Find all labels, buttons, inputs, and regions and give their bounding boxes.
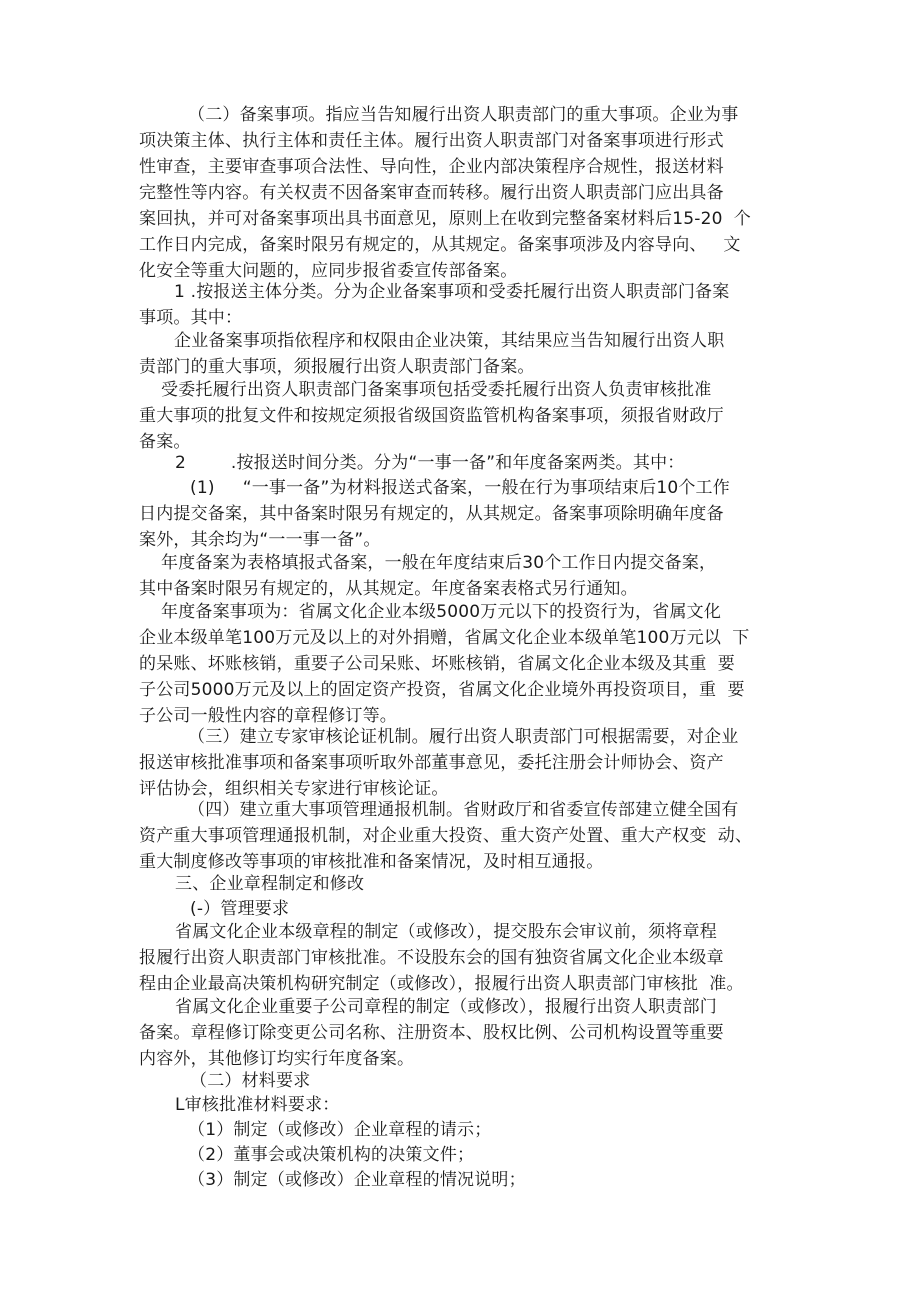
paragraph-line: 评估协会，组织相关专家进行审核论证。: [139, 779, 449, 799]
paragraph-line: 年度备案事项为：省属文化企业本级5000万元以下的投资行为，省属文化: [161, 602, 722, 622]
paragraph-line: 事项。其中：: [139, 308, 243, 328]
paragraph-line: 年度备案为表格填报式备案，一般在年度结束后30个工作日内提交备案，: [161, 553, 717, 573]
subsection-heading: （二）材料要求: [190, 1071, 311, 1091]
paragraph-line: 报送审核批准事项和备案事项听取外部董事意见，委托注册会计师协会、资产: [139, 753, 724, 773]
section-heading: 三、企业章程制定和修改: [175, 874, 365, 894]
list-item: （2）董事会或决策机构的决策文件；: [188, 1145, 475, 1165]
paragraph-line: 1 .按报送主体分类。分为企业备案事项和受委托履行出资人职责部门备案: [174, 282, 730, 302]
paragraph-line: 重大事项的批复文件和按规定须报省级国资监管机构备案事项，须报省财政厅: [139, 406, 724, 426]
paragraph-line: （四）建立重大事项管理通报机制。省财政厅和省委宣传部建立健全国有: [188, 800, 739, 820]
paragraph-line: 责部门的重大事项，须报履行出资人职责部门备案。: [139, 357, 535, 377]
paragraph-line: 省属文化企业本级章程的制定（或修改），提交股东会审议前，须将章程: [175, 922, 717, 942]
paragraph-line: 完整性等内容。有关权责不因备案审查而转移。履行出资人职责部门应出具备: [139, 183, 724, 203]
paragraph-line: 案外，其余均为“一一事一备”。: [139, 530, 381, 550]
list-heading: L审核批准材料要求：: [175, 1095, 340, 1115]
paragraph-line: 的呆账、坏账核销，重要子公司呆账、坏账核销，省属文化企业本级及其重 要: [139, 654, 736, 674]
paragraph-line: 程由企业最高决策机构研究制定（或修改），报履行出资人职责部门审核批 准。: [139, 974, 744, 994]
paragraph-line: （三）建立专家审核论证机制。履行出资人职责部门可根据需要，对企业: [188, 727, 739, 747]
paragraph-line: （二）备案事项。指应当告知履行出资人职责部门的重大事项。企业为事: [188, 105, 739, 125]
paragraph-line: 工作日内完成，备案时限另有规定的，从其规定。备案事项涉及内容导向、 文: [139, 235, 741, 255]
paragraph-line: 受委托履行出资人职责部门备案事项包括受委托履行出资人负责审核批准: [161, 380, 712, 400]
paragraph-line: 备案。章程修订除变更公司名称、注册资本、股权比例、公司机构设置等重要: [139, 1023, 724, 1043]
paragraph-line: 项决策主体、执行主体和责任主体。履行出资人职责部门对备案事项进行形式: [139, 131, 724, 151]
paragraph-line: 案回执，并可对备案事项出具书面意见，原则上在收到完整备案材料后15-20 个: [139, 209, 752, 229]
paragraph-line: 其中备案时限另有规定的，从其规定。年度备案表格式另行通知。: [139, 579, 638, 599]
paragraph-line: 企业本级单笔100万元及以上的对外捐赠，省属文化企业本级单笔100万元以 下: [139, 628, 750, 648]
paragraph-line: 报履行出资人职责部门审核批准。不设股东会的国有独资省属文化企业本级章: [139, 948, 724, 968]
paragraph-line: 2 .按报送时间分类。分为“一事一备”和年度备案两类。其中：: [175, 453, 685, 473]
paragraph-line: 备案。: [139, 432, 191, 452]
paragraph-line: 化安全等重大问题的，应同步报省委宣传部备案。: [139, 261, 518, 281]
subsection-heading: (-）管理要求: [190, 899, 290, 919]
paragraph-line: 内容外，其他修订均实行年度备案。: [139, 1049, 415, 1069]
list-item: （3）制定（或修改）企业章程的情况说明；: [188, 1170, 526, 1190]
paragraph-line: 资产重大事项管理通报机制，对企业重大投资、重大资产处置、重大产权变 动、: [139, 826, 753, 846]
paragraph-line: 重大制度修改等事项的审核批准和备案情况，及时相互通报。: [139, 852, 604, 872]
paragraph-line: 企业备案事项指依程序和权限由企业决策，其结果应当告知履行出资人职: [174, 331, 725, 351]
paragraph-line: (1) “一事一备”为材料报送式备案，一般在行为事项结束后10个工作: [190, 478, 730, 498]
paragraph-line: 子公司一般性内容的章程修订等。: [139, 706, 397, 726]
paragraph-line: 日内提交备案，其中备案时限另有规定的，从其规定。备案事项除明确年度备: [139, 504, 724, 524]
paragraph-line: 性审查，主要审查事项合法性、导向性，企业内部决策程序合规性，报送材料: [139, 157, 724, 177]
paragraph-line: 省属文化企业重要子公司章程的制定（或修改），报履行出资人职责部门: [175, 997, 717, 1017]
list-item: （1）制定（或修改）企业章程的请示；: [188, 1120, 492, 1140]
paragraph-line: 子公司5000万元及以上的固定资产投资，省属文化企业境外再投资项目，重 要: [139, 680, 745, 700]
